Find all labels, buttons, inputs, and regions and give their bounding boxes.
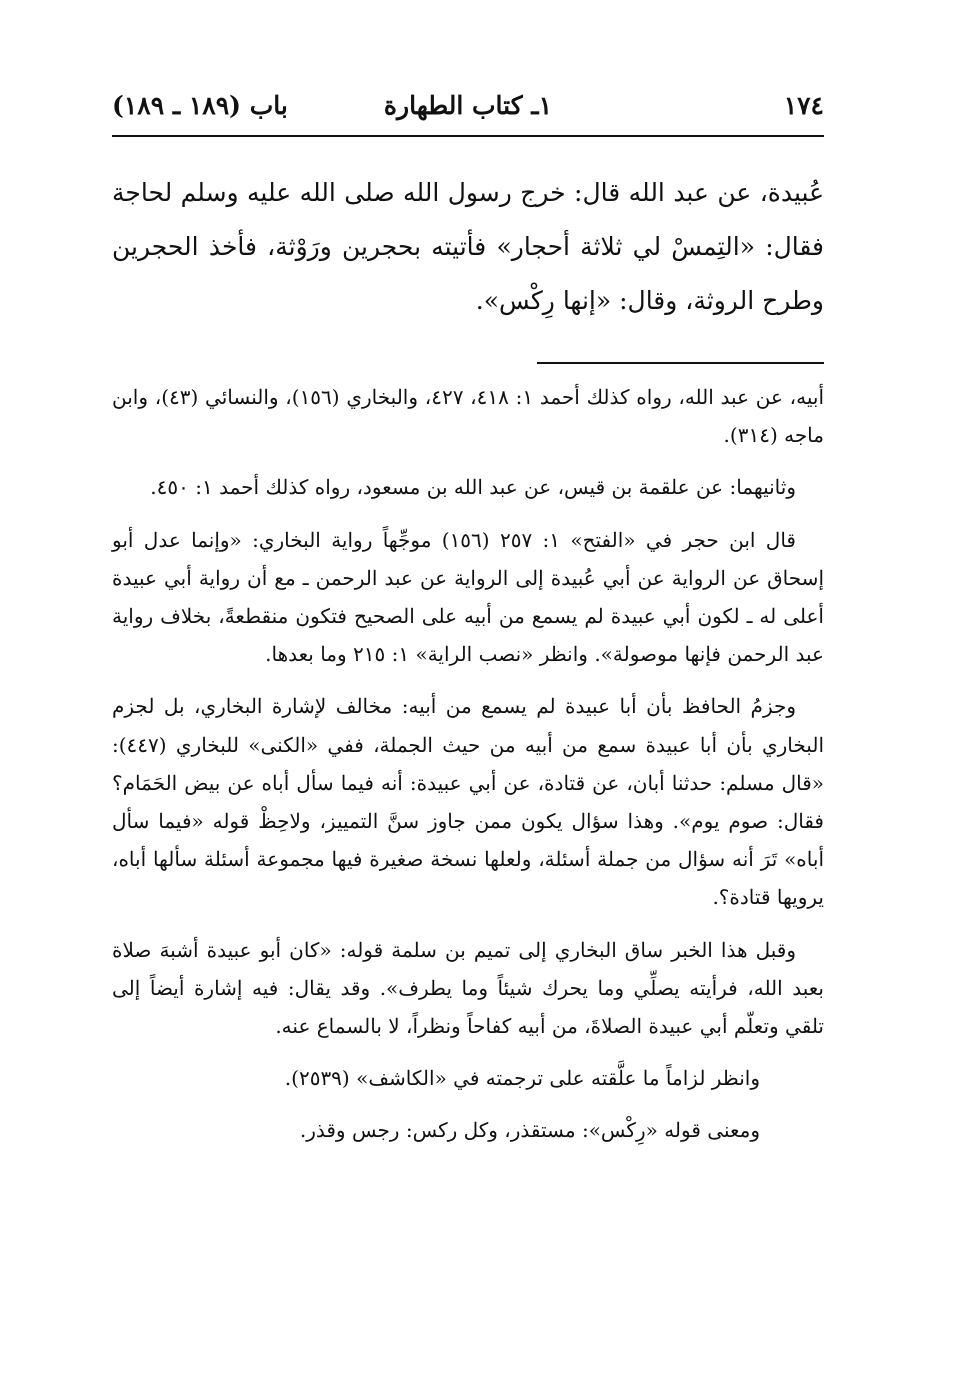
footnote-paragraph: وثانيهما: عن علقمة بن قيس، عن عبد الله بن مسعود، رواه كذلك أحمد ١: ٤٥٠. bbox=[150, 475, 796, 500]
footnote-paragraph: ومعنى قوله «رِكْس»: مستقذر، وكل ركس: رجس وقذر. bbox=[299, 1118, 760, 1143]
header-rule bbox=[112, 135, 824, 137]
chapter-reference: باب (١٨٩ ـ ١٨٩) bbox=[112, 91, 288, 120]
footnote-paragraph: قال ابن حجر في «الفتح» ١: ٢٥٧ (١٥٦) موجِّهاً رواية البخاري: «وإنما عدل أبو إسحاق عن الرواية عن أبي عُبيدة إلى الرواية عن عبد الرحمن ـ مع أن رواية أبي عبيدة أعلى له ـ لكون أبي عبيدة لم يسمع من أبيه على الصحيح فتكون منقطعةً، بخلاف رواية عبد الرحمن فإنها موصولة». وانظر «نصب الراية» ١: ٢١٥ وما بعدها. bbox=[112, 527, 824, 667]
footnote-paragraph: وجزمُ الحافظ بأن أبا عبيدة لم يسمع من أبيه: مخالف لإشارة البخاري، بل لجزم البخاري بأن أبا عبيدة سمع من أبيه من حيث الجملة، ففي «الكنى» للبخاري (٤٤٧): «قال مسلم: حدثنا أبان، عن قتادة، عن أبي عبيدة: أنه فيما سأل أباه عن بيض الحَمَام؟ فقال: صوم يوم». وهذا سؤال يكون ممن جاوز سنَّ التمييز، ولاحِظْ قوله «فيما سأل أباه» تَرَ أنه سؤال من جملة أسئلة، ولعلها نسخة صغيرة فيها مجموعة أسئلة سألها أباه، يرويها قتادة؟. bbox=[112, 694, 824, 910]
book-title: ١ـ كتاب الطهارة bbox=[383, 91, 553, 120]
page-number: ١٧٤ bbox=[783, 91, 824, 120]
footnote-paragraph: وقبل هذا الخبر ساق البخاري إلى تميم بن سلمة قوله: «كان أبو عبيدة أشبهَ صلاة بعبد الله، فرأيته يصلِّي وما يحرك شيئاً وما يطرف». وقد يقال: فيه إشارة أيضاً إلى تلقي وتعلّم أبي عبيدة الصلاةَ، من أبيه كفاحاً ونظراً، لا بالسماع عنه. bbox=[112, 937, 824, 1039]
footnote-separator bbox=[537, 362, 824, 364]
footnote-paragraph: وانظر لزاماً ما علَّقته على ترجمته في «الكاشف» (٢٥٣٩). bbox=[284, 1066, 760, 1091]
footnotes bbox=[112, 378, 824, 1164]
hadith-text: عُبيدة، عن عبد الله قال: خرج رسول الله صلى الله عليه وسلم لحاجة فقال: «التِمسْ لي ثلاثة أحجار» فأتيته بحجرين ورَوْثة، فأخذ الحجرين وطرح الروثة، وقال: «إنها رِكْس». bbox=[112, 178, 824, 315]
running-header bbox=[112, 86, 824, 126]
footnote-paragraph: أبيه، عن عبد الله، رواه كذلك أحمد ١: ٤١٨، ٤٢٧، والبخاري (١٥٦)، والنسائي (٤٣)، وابن ماجه (٣١٤). bbox=[112, 385, 825, 448]
